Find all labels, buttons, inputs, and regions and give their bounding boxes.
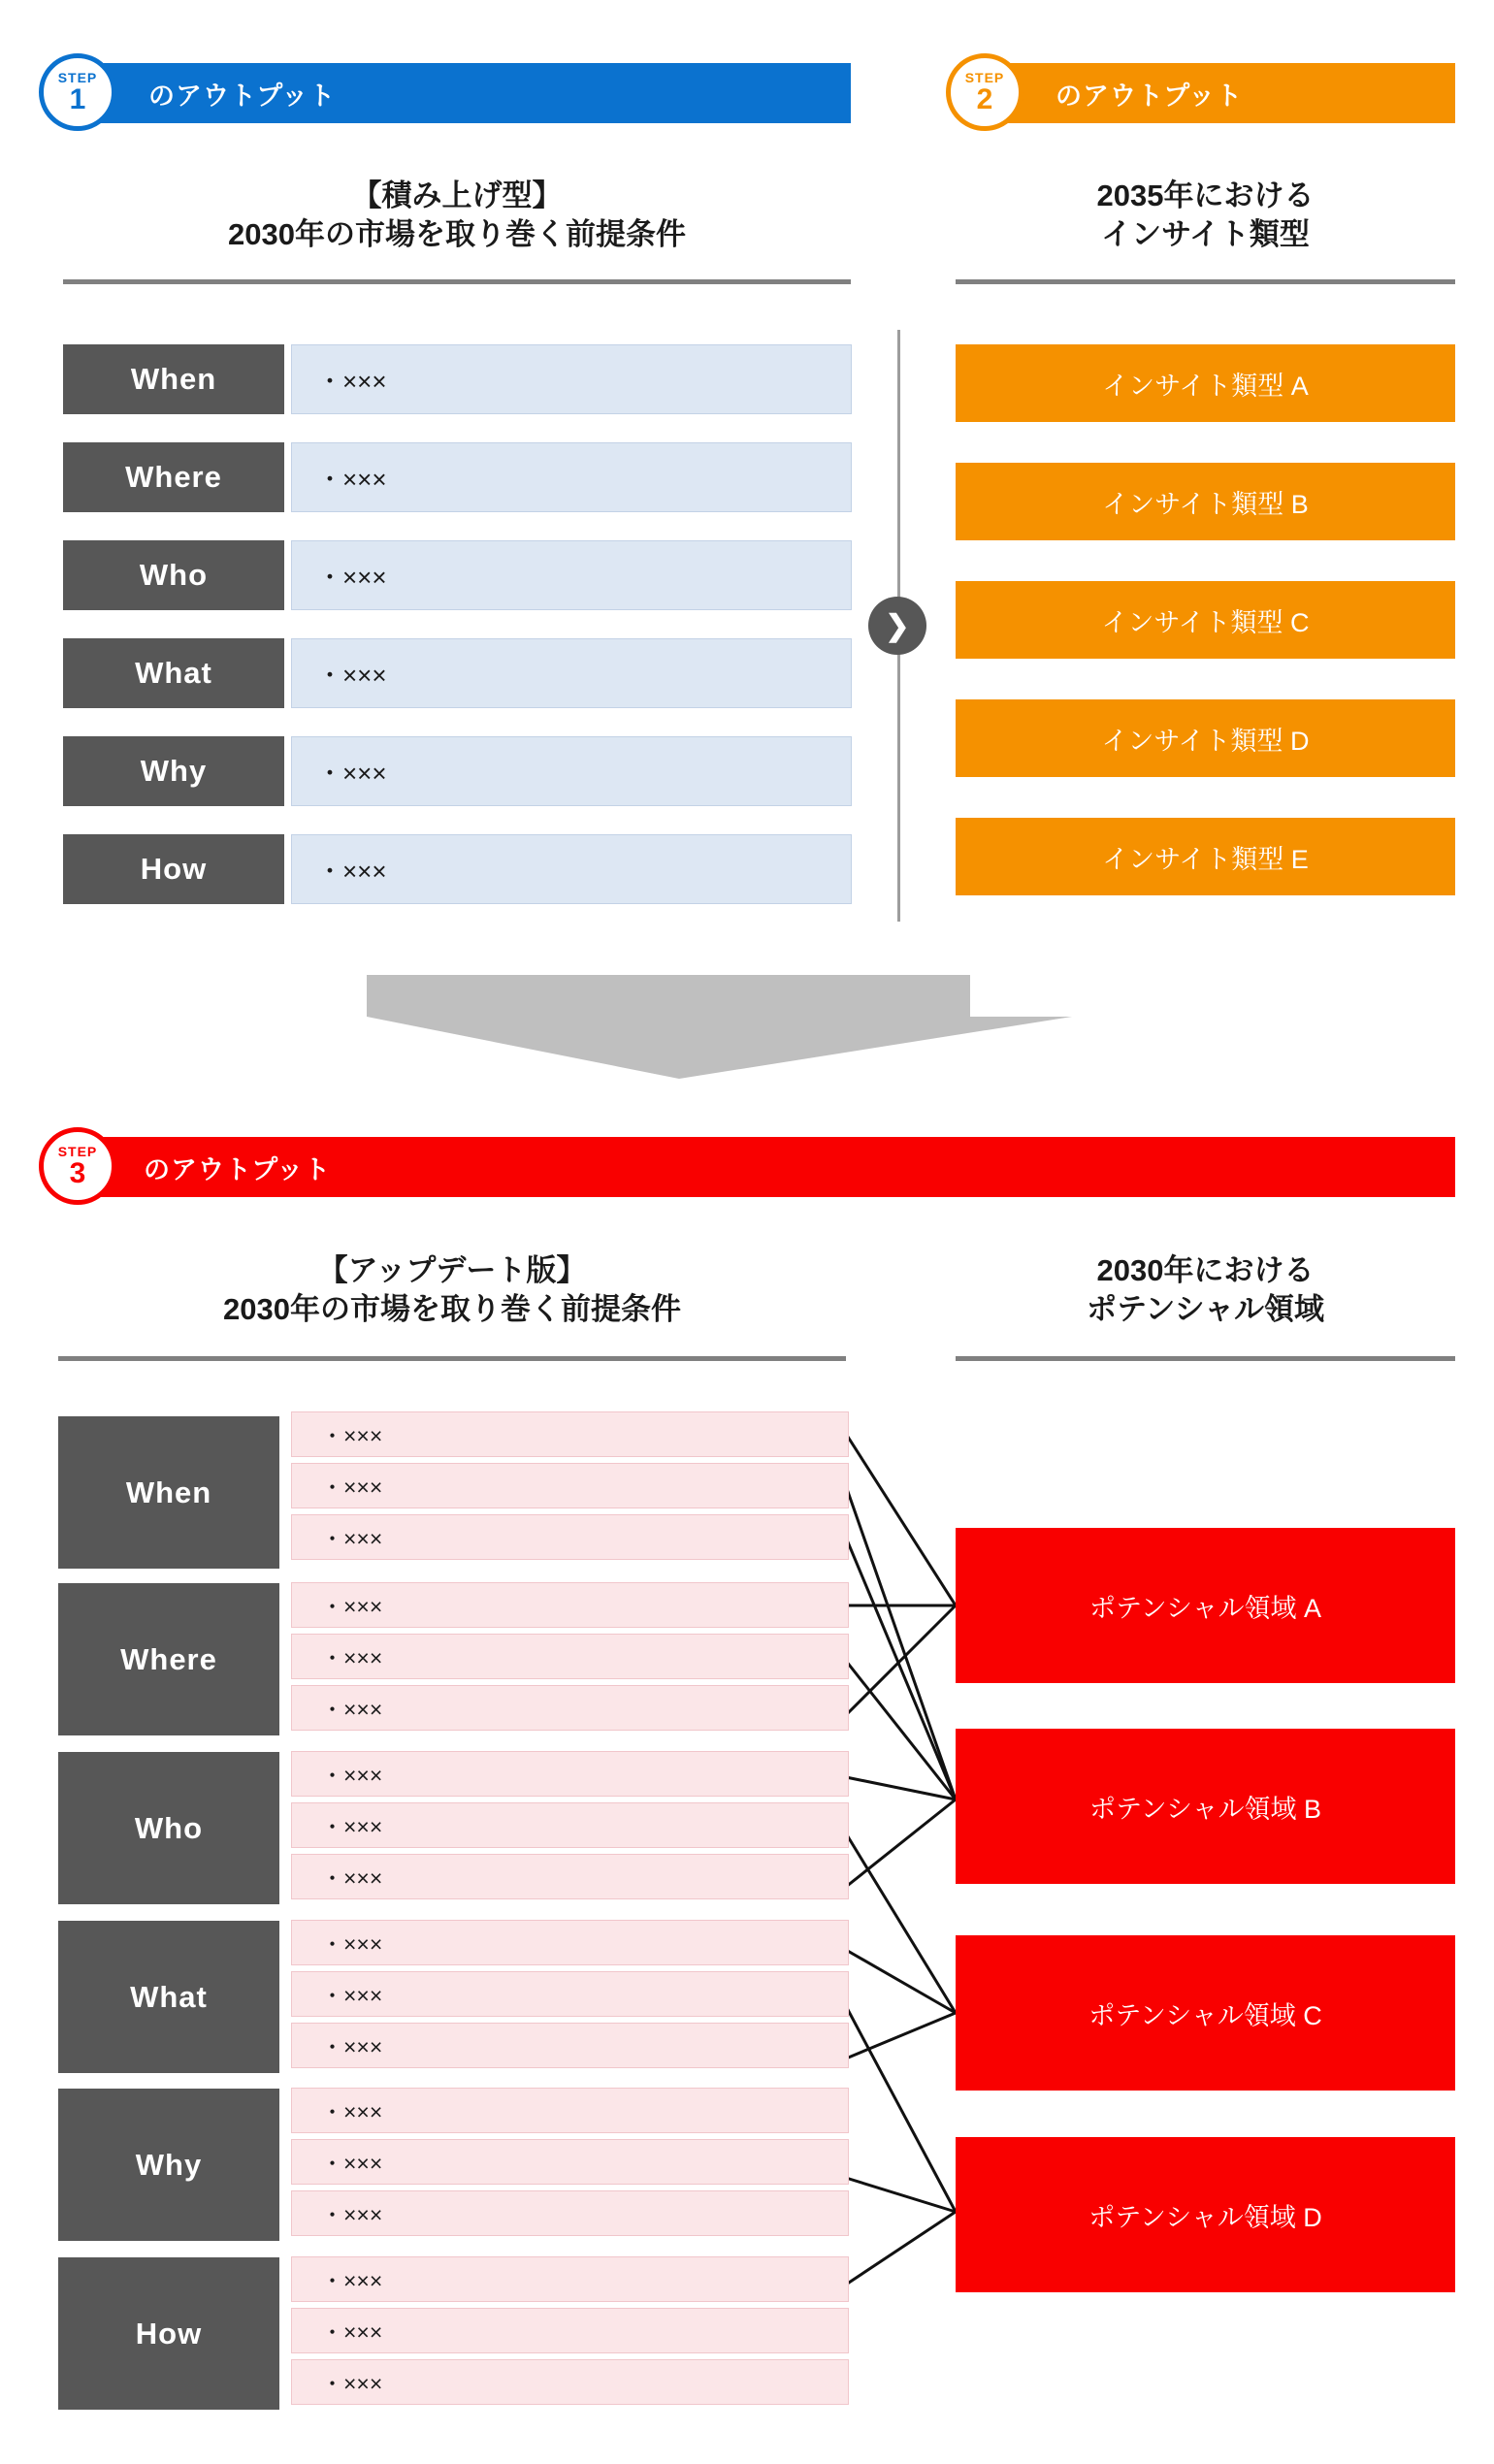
section1-row-label-who [63, 540, 284, 610]
section4-title-rule [956, 1356, 1455, 1361]
section4-title [956, 1251, 1455, 1328]
step3-badge [39, 1127, 116, 1205]
section3-row-label-when [58, 1416, 279, 1569]
item-text: インサイト類型 A [1102, 371, 1309, 401]
step2-badge-number: 2 [976, 82, 993, 115]
value-text: ・××× [321, 1526, 383, 1551]
section3-row-when-item-1 [291, 1411, 849, 1457]
step1-badge-number: 1 [69, 82, 86, 115]
label-text: What [135, 656, 212, 690]
insight-type-e [956, 818, 1455, 895]
value-text: ・××× [317, 562, 387, 592]
section1-title-line2: 2030年の市場を取り巻く前提条件 [228, 216, 686, 251]
section3-row-why-item-3 [291, 2190, 849, 2236]
section3-row-label-why [58, 2089, 279, 2241]
section3-row-label-who [58, 1752, 279, 1904]
item-text: インサイト類型 E [1102, 844, 1309, 874]
step2-badge [946, 53, 1023, 131]
step2-banner [970, 63, 1455, 123]
value-text: ・××× [321, 1865, 383, 1891]
item-text: ポテンシャル領域 B [1089, 1794, 1321, 1824]
section3-row-how-item-2 [291, 2308, 849, 2353]
section3-title-line1: 【アップデート版】 [317, 1253, 587, 1287]
label-text: When [125, 1475, 212, 1509]
section1-title-rule [63, 279, 851, 284]
item-text: インサイト類型 D [1101, 726, 1310, 756]
section2-title-rule [956, 279, 1455, 284]
label-text: Why [140, 754, 208, 788]
step1-badge [39, 53, 116, 131]
section1-row-value-when [291, 344, 852, 414]
value-text: ・××× [321, 1931, 383, 1957]
potential-area-c [956, 1935, 1455, 2091]
label-text: What [130, 1979, 208, 2014]
insight-type-a [956, 344, 1455, 422]
section3-title-line2: 2030年の市場を取り巻く前提条件 [223, 1291, 681, 1326]
label-text: Who [134, 1810, 204, 1845]
value-text: ・××× [321, 1697, 383, 1722]
value-text: ・××× [321, 2151, 383, 2176]
section1-row-value-what [291, 638, 852, 708]
value-text: ・××× [321, 2202, 383, 2227]
section1-row-value-how [291, 834, 852, 904]
value-text: ・××× [321, 1594, 383, 1619]
label-text: Where [125, 460, 222, 494]
value-text: ・××× [317, 758, 387, 788]
section3-title [58, 1251, 846, 1328]
value-text: ・××× [321, 2099, 383, 2124]
value-text: ・××× [321, 1983, 383, 2008]
item-text: ポテンシャル領域 A [1089, 1593, 1321, 1623]
section3-row-where-item-1 [291, 1582, 849, 1628]
step3-banner-label: のアウトプット [144, 1154, 332, 1184]
value-text: ・××× [317, 366, 387, 396]
value-text: ・××× [317, 464, 387, 494]
potential-area-d [956, 2137, 1455, 2292]
section3-row-who-item-2 [291, 1802, 849, 1848]
section1-row-label-where [63, 442, 284, 512]
step2-badge-word: STEP [964, 69, 1005, 85]
step3-banner [58, 1137, 1455, 1197]
step1-badge-word: STEP [57, 69, 98, 85]
value-text: ・××× [321, 1763, 383, 1788]
section3-row-what-item-3 [291, 2023, 849, 2068]
section2-title [956, 177, 1455, 253]
section1-row-label-why [63, 736, 284, 806]
item-text: ポテンシャル領域 C [1088, 2000, 1322, 2030]
section3-row-label-how [58, 2257, 279, 2410]
section4-title-line2: ポテンシャル領域 [1086, 1291, 1325, 1326]
value-text: ・××× [321, 1814, 383, 1839]
value-text: ・××× [321, 1423, 383, 1448]
value-text: ・××× [321, 2371, 383, 2396]
section3-row-when-item-2 [291, 1463, 849, 1508]
section1-title-line1: 【積み上げ型】 [351, 178, 563, 212]
item-text: ポテンシャル領域 D [1088, 2202, 1322, 2232]
section3-row-label-what [58, 1921, 279, 2073]
step1-banner [63, 63, 851, 123]
value-text: ・××× [317, 660, 387, 690]
value-text: ・××× [321, 1475, 383, 1500]
section1-row-value-why [291, 736, 852, 806]
potential-area-a [956, 1528, 1455, 1683]
section3-row-how-item-3 [291, 2359, 849, 2405]
section3-row-where-item-2 [291, 1634, 849, 1679]
step3-badge-word: STEP [57, 1143, 98, 1159]
section1-row-value-who [291, 540, 852, 610]
section4-title-line1: 2030年における [1096, 1253, 1315, 1287]
step3-badge-number: 3 [69, 1156, 86, 1189]
section3-row-who-item-3 [291, 1854, 849, 1899]
item-text: インサイト類型 B [1102, 489, 1309, 519]
insight-type-b [956, 463, 1455, 540]
section1-row-label-how [63, 834, 284, 904]
section2-title-line1: 2035年における [1096, 178, 1315, 212]
insight-type-d [956, 699, 1455, 777]
chevron-right-icon [868, 597, 926, 655]
label-text: How [140, 852, 208, 886]
section3-row-why-item-2 [291, 2139, 849, 2185]
section3-row-where-item-3 [291, 1685, 849, 1731]
value-text: ・××× [321, 2034, 383, 2059]
section3-row-who-item-1 [291, 1751, 849, 1797]
section1-row-value-where [291, 442, 852, 512]
section3-row-how-item-1 [291, 2256, 849, 2302]
potential-area-b [956, 1729, 1455, 1884]
label-text: Why [135, 2147, 203, 2182]
section3-title-rule [58, 1356, 846, 1361]
value-text: ・××× [321, 1645, 383, 1670]
section2-title-line2: インサイト類型 [1101, 216, 1310, 251]
label-text: Where [120, 1641, 217, 1676]
section3-row-why-item-1 [291, 2088, 849, 2133]
value-text: ・××× [321, 2268, 383, 2293]
section3-row-what-item-2 [291, 1971, 849, 2017]
chevron-glyph: ❯ [885, 609, 910, 642]
label-text: Who [139, 558, 209, 592]
step2-banner-label: のアウトプット [1056, 81, 1244, 111]
section1-title [63, 177, 851, 253]
section3-row-when-item-3 [291, 1514, 849, 1560]
value-text: ・××× [317, 856, 387, 886]
value-text: ・××× [321, 2319, 383, 2345]
label-text: When [130, 362, 217, 396]
step1-banner-label: のアウトプット [148, 81, 337, 111]
section3-row-what-item-1 [291, 1920, 849, 1965]
section3-row-label-where [58, 1583, 279, 1735]
insight-type-c [956, 581, 1455, 659]
section1-row-label-when [63, 344, 284, 414]
label-text: How [135, 2316, 203, 2351]
section1-row-label-what [63, 638, 284, 708]
item-text: インサイト類型 C [1101, 607, 1310, 637]
